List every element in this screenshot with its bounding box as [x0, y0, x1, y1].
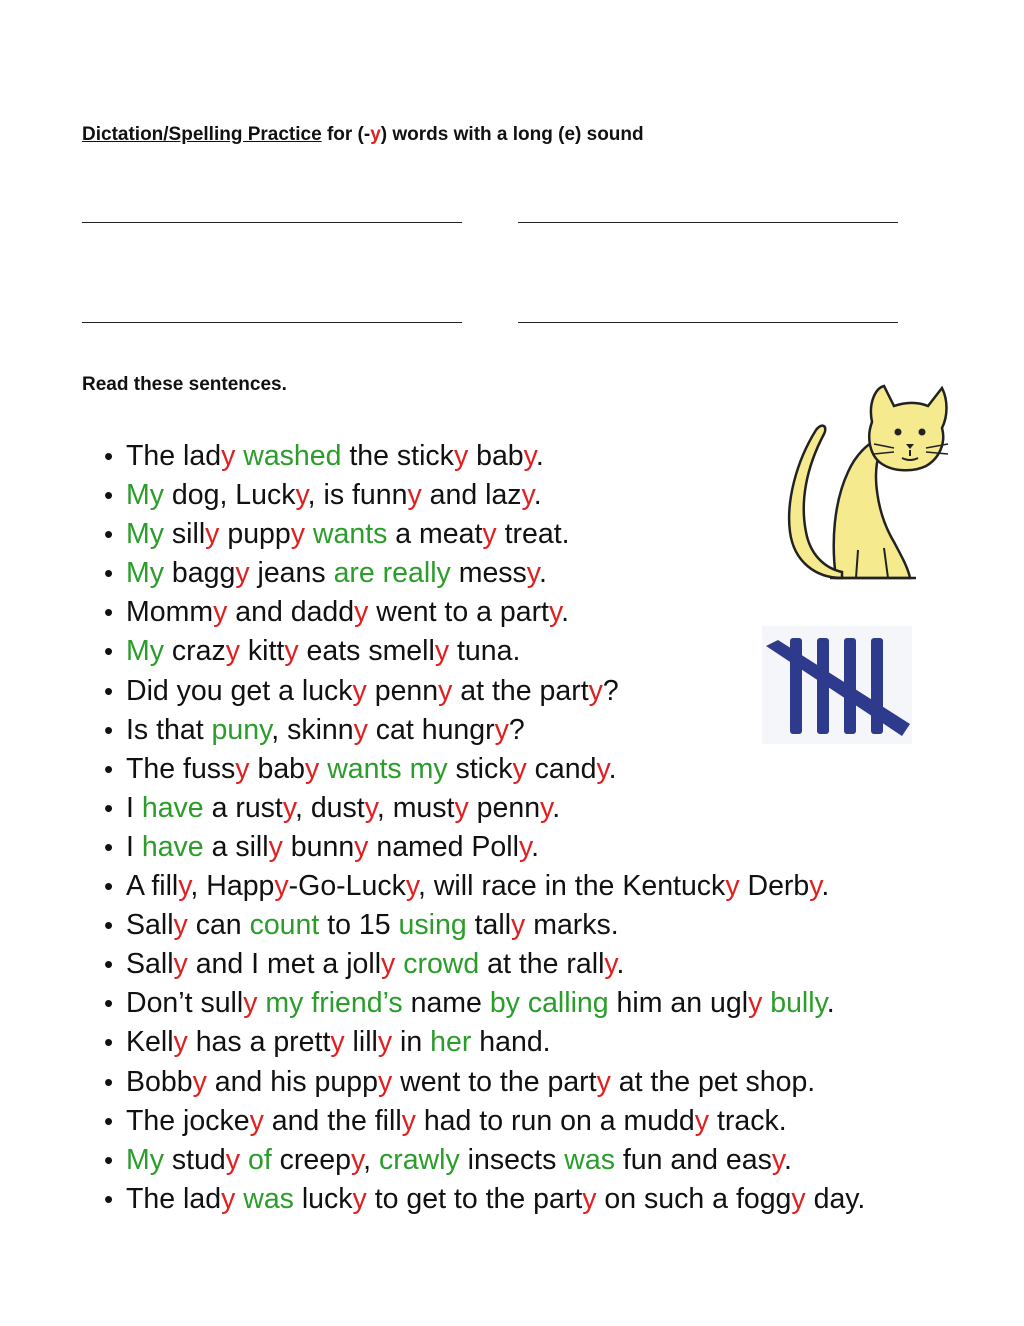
- sentence-item: [100, 1141, 940, 1180]
- y-letter: y: [434, 635, 450, 668]
- sentence-text: I: [126, 830, 142, 863]
- sentence-text: penn: [366, 674, 439, 707]
- sight-word: bully: [770, 987, 827, 1020]
- sentence-item: [100, 945, 940, 984]
- y-letter: y: [523, 440, 536, 472]
- sentence-text: at the part: [452, 674, 589, 707]
- y-letter: y: [352, 1182, 367, 1215]
- sentence-text: had to run on a mudd: [415, 1104, 695, 1137]
- writing-line-4[interactable]: [518, 322, 898, 323]
- sentence-text: cand: [526, 752, 597, 785]
- sentence-text: Momm: [126, 596, 214, 629]
- sight-word: My: [126, 635, 164, 668]
- y-letter: y: [377, 1065, 393, 1098]
- sentence-text: stud: [164, 1143, 226, 1176]
- y-letter: y: [526, 557, 539, 590]
- sentence-text: I: [126, 791, 142, 824]
- y-letter: y: [274, 870, 289, 903]
- sentence-text: on such a fogg: [596, 1182, 792, 1215]
- sight-word: was: [243, 1182, 294, 1215]
- sentence-text: bab: [468, 440, 524, 472]
- y-letter: y: [381, 948, 396, 981]
- y-letter: y: [221, 1182, 236, 1215]
- sentence-text: Is that: [126, 713, 212, 746]
- sentence-text: creep: [271, 1143, 351, 1176]
- y-letter: y: [540, 791, 553, 824]
- sentence-item: [100, 984, 940, 1023]
- cat-icon: [776, 382, 952, 590]
- y-letter: y: [354, 596, 369, 629]
- sentence-text: Sall: [126, 948, 174, 981]
- y-letter: y: [771, 1143, 784, 1176]
- tally-marks-icon: [762, 626, 912, 744]
- y-letter: y: [249, 1104, 264, 1137]
- y-letter: y: [353, 713, 368, 746]
- sentence-text: bagg: [164, 557, 236, 590]
- sentence-text: can: [187, 909, 250, 942]
- sight-word: her: [430, 1026, 472, 1059]
- writing-line-1[interactable]: [82, 222, 462, 223]
- sentence-text: stick: [447, 752, 513, 785]
- y-letter: y: [284, 635, 299, 668]
- y-letter: y: [512, 752, 527, 785]
- y-letter: y: [548, 596, 562, 629]
- sentence-text: has a prett: [187, 1026, 331, 1059]
- y-letter: y: [518, 830, 532, 863]
- y-letter: y: [225, 1143, 241, 1176]
- y-letter: y: [282, 791, 295, 824]
- y-letter: y: [290, 518, 305, 551]
- sentence-text: bab: [249, 752, 306, 785]
- sentence-text: kitt: [240, 635, 285, 668]
- sentence-text: .: [561, 596, 570, 629]
- sentence-text: .: [821, 870, 830, 903]
- sentence-text: lill: [344, 1026, 378, 1059]
- sentence-text: The lad: [126, 440, 222, 472]
- sentence-text: and laz: [421, 479, 522, 512]
- y-letter: y: [438, 674, 453, 707]
- worksheet-title: [82, 124, 644, 146]
- sight-word: puny: [211, 713, 272, 746]
- sight-word: My: [126, 479, 164, 512]
- sentence-text: hand.: [471, 1026, 551, 1059]
- sentence-text: tuna.: [449, 635, 521, 668]
- title-for: for (-: [321, 124, 371, 145]
- sentence-text: The fuss: [126, 752, 236, 785]
- sentence-item: [100, 750, 940, 789]
- y-letter: y: [725, 870, 740, 903]
- sentence-text: Kell: [126, 1026, 174, 1059]
- y-letter: y: [235, 752, 250, 785]
- sentence-text: named Poll: [368, 830, 519, 863]
- y-letter: y: [453, 440, 469, 472]
- sentence-text: , Happ: [190, 870, 275, 903]
- sentence-text: a rust: [203, 791, 283, 824]
- sentence-text: .: [783, 1143, 792, 1176]
- sentence-text: Bobb: [126, 1065, 193, 1098]
- y-letter: y: [295, 479, 308, 512]
- sentence-item: [100, 906, 940, 945]
- sentence-text: jeans: [249, 557, 334, 590]
- y-letter: y: [192, 1065, 207, 1098]
- y-letter: y: [243, 987, 258, 1020]
- sentence-text: The jocke: [126, 1104, 250, 1137]
- sentence-text: pupp: [219, 518, 291, 551]
- sentence-text: ,: [363, 1143, 379, 1176]
- sentence-text: and I met a joll: [187, 948, 382, 981]
- sentence-text: ?: [508, 713, 525, 746]
- y-letter: y: [521, 479, 534, 512]
- sentence-text: a meat: [387, 518, 483, 551]
- sentence-text: the stick: [341, 440, 454, 472]
- sentence-text: [319, 753, 327, 785]
- sentence-text: [305, 518, 313, 550]
- y-letter: y: [582, 1182, 597, 1215]
- sentence-text: penn: [468, 791, 541, 824]
- sentence-text: The lad: [126, 1182, 222, 1215]
- sentence-text: , will race in the Kentuck: [418, 870, 726, 903]
- y-letter: y: [482, 518, 497, 551]
- y-letter: y: [596, 1065, 611, 1098]
- sight-word: wants my: [327, 752, 448, 785]
- y-letter: y: [221, 440, 236, 472]
- sentence-item: [100, 828, 940, 867]
- sentence-text: ?: [602, 674, 619, 707]
- sentence-text: eats smell: [298, 635, 435, 668]
- y-letter: y: [173, 948, 188, 981]
- sentence-text: Derb: [739, 870, 810, 903]
- sentence-item: [100, 789, 940, 828]
- y-letter: y: [305, 752, 320, 785]
- sentence-text: a sill: [203, 830, 269, 863]
- sentence-text: , must: [376, 791, 455, 824]
- sentence-text: , skinn: [271, 713, 354, 746]
- sentence-text: insects: [459, 1143, 565, 1176]
- y-letter: y: [604, 948, 617, 981]
- sentence-text: .: [616, 948, 625, 981]
- sentence-text: fun and eas: [614, 1143, 772, 1176]
- sight-word: wants: [312, 518, 388, 551]
- y-letter: y: [350, 1143, 364, 1176]
- sight-word: My: [126, 1143, 164, 1176]
- sight-word: was: [564, 1143, 615, 1176]
- sight-word: by calling: [489, 987, 609, 1020]
- sight-word: have: [141, 791, 204, 824]
- sentence-text: went to a part: [368, 596, 549, 629]
- sentence-text: .: [535, 440, 544, 472]
- y-letter: y: [809, 870, 822, 903]
- sentence-text: .: [538, 557, 547, 590]
- title-underlined: Dictation/Spelling Practice: [82, 124, 322, 145]
- sentence-text: cat hungr: [367, 713, 495, 746]
- sight-word: of: [247, 1143, 272, 1176]
- sentence-text: went to the part: [392, 1065, 597, 1098]
- sentence-text: and his pupp: [206, 1065, 378, 1098]
- y-letter: y: [694, 1104, 710, 1137]
- sight-word: My: [126, 518, 164, 551]
- y-letter: y: [596, 752, 609, 785]
- sentence-text: Sall: [126, 909, 174, 942]
- sentence-text: dog, Luck: [164, 479, 296, 512]
- y-letter: y: [330, 1026, 345, 1059]
- y-letter: y: [454, 791, 469, 824]
- title-y: y: [370, 124, 381, 145]
- y-letter: y: [407, 479, 422, 512]
- sentence-text: in: [392, 1026, 431, 1059]
- sight-word: My: [126, 557, 164, 590]
- y-letter: y: [748, 987, 763, 1020]
- writing-line-3[interactable]: [82, 322, 462, 323]
- sentence-text: day.: [805, 1182, 866, 1215]
- y-letter: y: [235, 557, 250, 590]
- sentence-item: [100, 1023, 940, 1062]
- sentence-text: .: [826, 987, 835, 1020]
- sentence-item: [100, 1063, 940, 1102]
- sight-word: crawly: [378, 1143, 460, 1176]
- y-letter: y: [364, 791, 377, 824]
- y-letter: y: [205, 518, 220, 551]
- sentence-item: [100, 867, 940, 906]
- sight-word: are really: [333, 557, 451, 590]
- sentence-text: at the pet shop.: [610, 1065, 816, 1098]
- sentence-text: .: [552, 791, 561, 824]
- y-letter: y: [173, 909, 188, 942]
- sight-word: crowd: [403, 948, 480, 981]
- sentence-text: .: [608, 752, 617, 785]
- sentence-text: tall: [466, 909, 512, 942]
- sentence-text: Did you get a luck: [126, 674, 353, 707]
- sentence-text: at the rall: [479, 948, 605, 981]
- sentence-item: [100, 1102, 940, 1141]
- sentence-text: .: [531, 830, 539, 863]
- sight-word: my friend’s: [265, 987, 403, 1020]
- sentence-text: , dust: [295, 791, 365, 824]
- y-letter: y: [401, 1104, 416, 1137]
- y-letter: y: [352, 674, 367, 707]
- sentence-item: [100, 1180, 916, 1219]
- sentence-text: track.: [709, 1104, 787, 1137]
- y-letter: y: [377, 1026, 393, 1059]
- sentence-text: -Go-Luck: [288, 870, 406, 903]
- sentence-text: mess: [450, 557, 527, 590]
- y-letter: y: [405, 870, 418, 903]
- title-rest: ) words with a long (e) sound: [380, 124, 644, 145]
- y-letter: y: [588, 674, 603, 707]
- y-letter: y: [268, 830, 283, 863]
- sentence-text: name: [402, 987, 490, 1020]
- sentence-text: and dadd: [227, 596, 355, 629]
- sentence-text: Don’t sull: [126, 987, 244, 1020]
- y-letter: y: [173, 1026, 188, 1059]
- sentence-text: A fill: [126, 870, 179, 903]
- y-letter: y: [494, 713, 509, 746]
- sentence-text: sill: [164, 518, 206, 551]
- y-letter: y: [213, 596, 228, 629]
- writing-line-2[interactable]: [518, 222, 898, 223]
- y-letter: y: [791, 1182, 806, 1215]
- sentence-text: to get to the part: [366, 1182, 583, 1215]
- sentence-text: , is funn: [307, 479, 408, 512]
- sentence-text: luck: [293, 1182, 353, 1215]
- y-letter: y: [178, 870, 191, 903]
- y-letter: y: [354, 830, 369, 863]
- sentence-text: marks.: [525, 909, 619, 942]
- sentence-text: .: [533, 479, 542, 512]
- sight-word: count: [249, 909, 320, 942]
- sentence-text: [240, 1144, 248, 1176]
- sight-word: have: [141, 830, 204, 863]
- sentence-text: him an ugl: [608, 987, 749, 1020]
- sight-word: using: [398, 909, 467, 942]
- y-letter: y: [225, 635, 241, 668]
- sentence-text: to 15: [319, 909, 399, 942]
- sentence-text: bunn: [282, 830, 355, 863]
- sentence-text: and the fill: [263, 1104, 402, 1137]
- read-sentences-heading: Read these sentences.: [82, 374, 287, 395]
- y-letter: y: [511, 909, 526, 942]
- sight-word: washed: [243, 440, 342, 472]
- sentence-text: craz: [164, 635, 226, 668]
- sentence-text: treat.: [496, 518, 570, 551]
